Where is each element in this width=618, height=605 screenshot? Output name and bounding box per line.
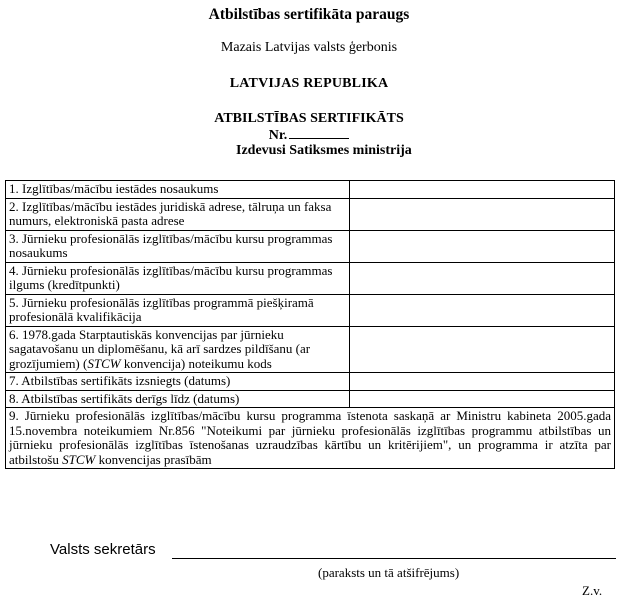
row-value bbox=[349, 181, 614, 199]
row-label: 3. Jūrnieku profesionālās izglītības/mācību kursu programmas nosaukums bbox=[6, 230, 350, 262]
document-title: Atbilstības sertifikāta paraugs bbox=[208, 6, 410, 23]
row-label: 8. Atbilstības sertifikāts derīgs līdz (datums) bbox=[6, 390, 350, 408]
row-value bbox=[349, 230, 614, 262]
issued-by: Izdevusi Satiksmes ministrija bbox=[236, 143, 412, 158]
row-label: 2. Izglītības/mācību iestādes juridiskā adrese, tālruņa un faksa numurs, elektroniskā pasta adrese bbox=[6, 198, 350, 230]
number-label: Nr. bbox=[268, 128, 288, 143]
certificate-heading: ATBILSTĪBAS SERTIFIKĀTS bbox=[214, 111, 404, 126]
row-value bbox=[349, 390, 614, 408]
row-label-text: 6. 1978.gada Starptautiskās konvencijas par jūrnieku sagatavošanu un diplomēšanu, kā arī sardzes pildīšanu (ar grozījumiem) ( bbox=[9, 326, 311, 371]
statement-text: konvencijas prasībām bbox=[95, 451, 212, 467]
table-row bbox=[6, 326, 615, 373]
signature-line bbox=[172, 558, 616, 559]
republic-heading: LATVIJAS REPUBLIKA bbox=[229, 76, 389, 91]
row-label: 7. Atbilstības sertifikāts izsniegts (datums) bbox=[6, 373, 350, 391]
row-label: 1. Izglītības/mācību iestādes nosaukums bbox=[6, 181, 350, 199]
row-9-statement bbox=[6, 408, 615, 469]
stcw-italic: STCW bbox=[62, 451, 96, 467]
row-label-text: konvencija) noteikumu kods bbox=[120, 355, 272, 371]
row-value bbox=[349, 262, 614, 294]
table-row bbox=[6, 294, 615, 326]
table-row bbox=[6, 262, 615, 294]
row-value bbox=[349, 294, 614, 326]
statement-text: 9. Jūrnieku profesionālās izglītības/mācību kursu programma īstenota saskaņā ar Ministru kabineta 2005.gada 15.novembra noteikumiem Nr.856 "Noteikumi par jūrnieku profesionālās izglītības programmu atbilstības un jūrnieku profesionālās izglītības īstenošanas uzraudzības kārtību un kritērijiem", un programma ir atzīta par atbilstošu bbox=[9, 408, 611, 467]
secretary-label: Valsts sekretārs bbox=[50, 541, 156, 558]
table-row bbox=[6, 181, 615, 199]
stcw-italic: STCW bbox=[87, 355, 121, 371]
table-row bbox=[6, 408, 615, 469]
signature-caption: (paraksts un tā atšifrējums) bbox=[318, 565, 460, 580]
certificate-number bbox=[0, 126, 618, 144]
row-label bbox=[6, 326, 350, 373]
coat-of-arms-caption: Mazais Latvijas valsts ģerbonis bbox=[220, 40, 398, 55]
table-row bbox=[6, 373, 615, 391]
table-row bbox=[6, 390, 615, 408]
certificate-table bbox=[5, 180, 615, 469]
row-value bbox=[349, 373, 614, 391]
number-blank-line bbox=[289, 126, 349, 139]
row-value bbox=[349, 326, 614, 373]
table-row bbox=[6, 230, 615, 262]
seal-placeholder: Z.v. bbox=[582, 583, 603, 598]
row-label: 4. Jūrnieku profesionālās izglītības/mācību kursu programmas ilgums (kredītpunkti) bbox=[6, 262, 350, 294]
table-row bbox=[6, 198, 615, 230]
row-value bbox=[349, 198, 614, 230]
row-label: 5. Jūrnieku profesionālās izglītības programmā piešķiramā profesionālā kvalifikācija bbox=[6, 294, 350, 326]
